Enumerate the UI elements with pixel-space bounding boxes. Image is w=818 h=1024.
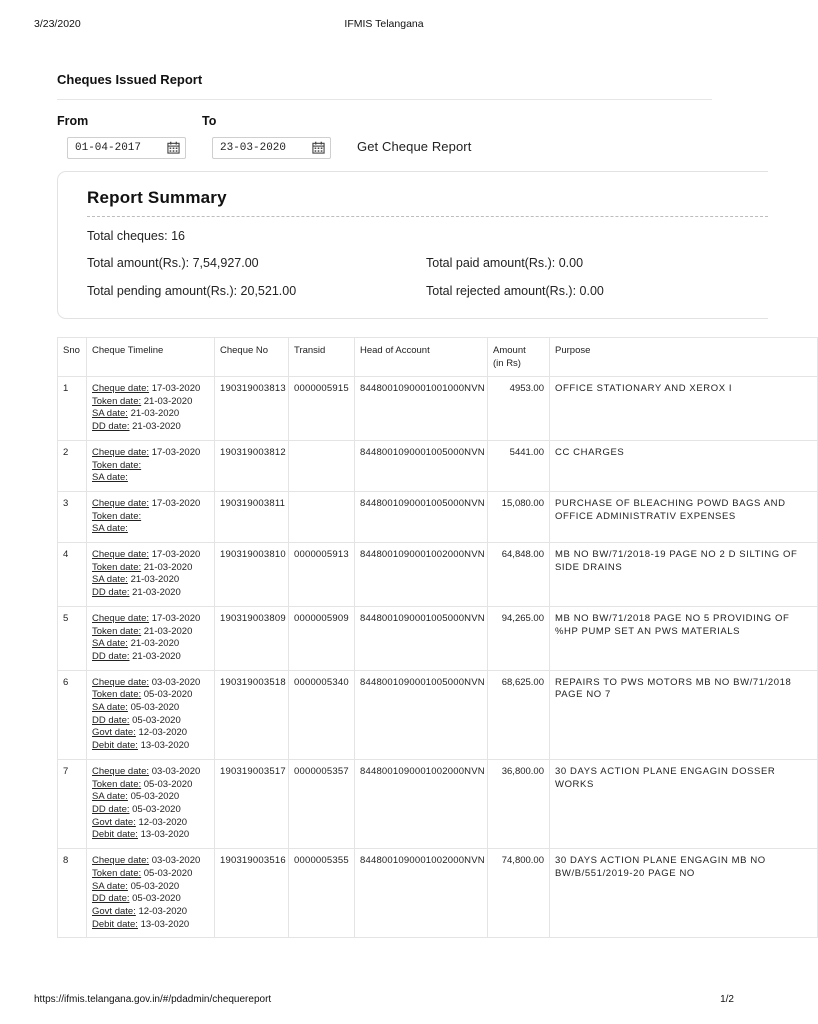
timeline-entry bbox=[92, 498, 209, 511]
timeline-value: 03-03-2020 bbox=[151, 855, 201, 867]
timeline-label: SA date: bbox=[92, 702, 128, 714]
cell-head-of-account: 8448001090001005000NVN bbox=[355, 606, 488, 670]
timeline-value: 17-03-2020 bbox=[151, 446, 201, 458]
timeline-value: 21-03-2020 bbox=[132, 587, 181, 599]
page-number: 1/2 bbox=[720, 994, 734, 1005]
cell-purpose: REPAIRS TO PWS MOTORS MB NO BW/71/2018 PAGE NO 7 bbox=[550, 670, 818, 759]
timeline-label: Cheque date: bbox=[92, 446, 150, 458]
timeline-value: 21-03-2020 bbox=[143, 561, 193, 573]
timeline-label: SA date: bbox=[92, 523, 128, 535]
cell-transid: 0000005909 bbox=[289, 606, 355, 670]
timeline-label: SA date: bbox=[92, 880, 128, 892]
timeline-label: Debit date: bbox=[92, 918, 138, 930]
cell-head-of-account: 8448001090001002000NVN bbox=[355, 543, 488, 607]
cell-sno: 8 bbox=[58, 849, 87, 938]
cell-head-of-account: 8448001090001001000NVN bbox=[355, 377, 488, 441]
timeline-value: 21-03-2020 bbox=[130, 638, 180, 650]
timeline-entry bbox=[92, 460, 209, 473]
cell-cheque-timeline bbox=[87, 377, 215, 441]
timeline-label: Cheque date: bbox=[92, 612, 150, 624]
timeline-label: Cheque date: bbox=[92, 855, 150, 867]
timeline-entry bbox=[92, 906, 209, 919]
cell-cheque-timeline bbox=[87, 491, 215, 542]
timeline-value: 05-03-2020 bbox=[132, 714, 181, 726]
total-rejected-amount: Total rejected amount(Rs.): 0.00 bbox=[426, 284, 604, 298]
cell-sno: 6 bbox=[58, 670, 87, 759]
to-date-value: 23-03-2020 bbox=[220, 142, 287, 154]
cell-transid: 0000005355 bbox=[289, 849, 355, 938]
timeline-label: Cheque date: bbox=[92, 765, 150, 777]
header-purpose: Purpose bbox=[550, 338, 818, 377]
header-sno: Sno bbox=[58, 338, 87, 377]
timeline-entry bbox=[92, 779, 209, 792]
cell-purpose: CC CHARGES bbox=[550, 440, 818, 491]
timeline-label: Token date: bbox=[92, 625, 142, 637]
timeline-label: DD date: bbox=[92, 803, 130, 815]
timeline-entry bbox=[92, 613, 209, 626]
timeline-label: DD date: bbox=[92, 421, 130, 433]
timeline-value: 05-03-2020 bbox=[130, 702, 180, 714]
table-header-row bbox=[58, 338, 818, 377]
timeline-label: Debit date: bbox=[92, 740, 138, 752]
cell-transid bbox=[289, 491, 355, 542]
cell-sno: 5 bbox=[58, 606, 87, 670]
print-date: 3/23/2020 bbox=[34, 18, 81, 30]
timeline-value: 17-03-2020 bbox=[151, 549, 201, 561]
cell-amount: 5441.00 bbox=[488, 440, 550, 491]
timeline-entry bbox=[92, 727, 209, 740]
to-label: To bbox=[202, 114, 217, 128]
table-row bbox=[58, 543, 818, 607]
timeline-entry bbox=[92, 791, 209, 804]
cell-transid: 0000005915 bbox=[289, 377, 355, 441]
timeline-value: 21-03-2020 bbox=[143, 395, 193, 407]
timeline-entry bbox=[92, 447, 209, 460]
timeline-label: SA date: bbox=[92, 791, 128, 803]
timeline-value: 17-03-2020 bbox=[151, 383, 201, 394]
timeline-label: Token date: bbox=[92, 561, 142, 573]
timeline-entry bbox=[92, 472, 209, 485]
cell-cheque-no: 190319003517 bbox=[215, 759, 289, 848]
cell-cheque-no: 190319003810 bbox=[215, 543, 289, 607]
cell-purpose: PURCHASE OF BLEACHING POWD BAGS AND OFFICE ADMINISTRATIV EXPENSES bbox=[550, 491, 818, 542]
total-pending-amount: Total pending amount(Rs.): 20,521.00 bbox=[87, 284, 297, 298]
cell-cheque-no: 190319003516 bbox=[215, 849, 289, 938]
timeline-entry bbox=[92, 829, 209, 842]
cell-transid: 0000005340 bbox=[289, 670, 355, 759]
cell-purpose: OFFICE STATIONARY AND XEROX I bbox=[550, 377, 818, 441]
timeline-label: SA date: bbox=[92, 472, 128, 484]
cell-sno: 4 bbox=[58, 543, 87, 607]
timeline-entry bbox=[92, 638, 209, 651]
timeline-value: 05-03-2020 bbox=[143, 689, 193, 701]
timeline-label: Cheque date: bbox=[92, 497, 150, 509]
table-row bbox=[58, 377, 818, 441]
timeline-value: 13-03-2020 bbox=[140, 740, 190, 752]
cell-cheque-no: 190319003809 bbox=[215, 606, 289, 670]
cell-amount: 36,800.00 bbox=[488, 759, 550, 848]
total-cheques: Total cheques: 16 bbox=[87, 229, 185, 243]
table-row bbox=[58, 440, 818, 491]
timeline-value: 21-03-2020 bbox=[130, 408, 180, 420]
cell-head-of-account: 8448001090001002000NVN bbox=[355, 759, 488, 848]
cell-sno: 2 bbox=[58, 440, 87, 491]
timeline-label: DD date: bbox=[92, 650, 130, 662]
timeline-value: 12-03-2020 bbox=[138, 816, 188, 828]
timeline-label: Cheque date: bbox=[92, 383, 150, 394]
timeline-entry bbox=[92, 396, 209, 409]
cell-purpose: 30 DAYS ACTION PLANE ENGAGIN MB NO BW/B/551/2019-20 PAGE NO bbox=[550, 849, 818, 938]
timeline-label: Govt date: bbox=[92, 816, 136, 828]
timeline-entry bbox=[92, 740, 209, 753]
timeline-label: Govt date: bbox=[92, 727, 136, 739]
timeline-value: 05-03-2020 bbox=[130, 791, 180, 803]
cell-cheque-no: 190319003813 bbox=[215, 377, 289, 441]
cell-amount: 15,080.00 bbox=[488, 491, 550, 542]
timeline-label: Govt date: bbox=[92, 905, 136, 917]
cheques-table bbox=[57, 337, 818, 938]
page-title: Cheques Issued Report bbox=[57, 72, 203, 87]
timeline-entry bbox=[92, 804, 209, 817]
get-cheque-report-button[interactable]: Get Cheque Report bbox=[357, 139, 472, 154]
timeline-value: 12-03-2020 bbox=[138, 905, 188, 917]
timeline-value: 21-03-2020 bbox=[132, 650, 181, 662]
cell-cheque-timeline bbox=[87, 849, 215, 938]
timeline-entry bbox=[92, 766, 209, 779]
timeline-label: Token date: bbox=[92, 778, 142, 790]
cell-sno: 1 bbox=[58, 377, 87, 441]
header-amount: Amount (in Rs) bbox=[488, 338, 550, 377]
cell-transid: 0000005913 bbox=[289, 543, 355, 607]
header-transid: Transid bbox=[289, 338, 355, 377]
timeline-value: 12-03-2020 bbox=[138, 727, 188, 739]
timeline-label: Cheque date: bbox=[92, 549, 150, 561]
cell-amount: 4953.00 bbox=[488, 377, 550, 441]
timeline-label: Token date: bbox=[92, 867, 142, 879]
timeline-value: 21-03-2020 bbox=[130, 574, 180, 586]
timeline-entry bbox=[92, 817, 209, 830]
header-head-of-account: Head of Account bbox=[355, 338, 488, 377]
timeline-label: DD date: bbox=[92, 893, 130, 905]
cell-cheque-no: 190319003812 bbox=[215, 440, 289, 491]
cell-sno: 3 bbox=[58, 491, 87, 542]
timeline-entry bbox=[92, 881, 209, 894]
cell-sno: 7 bbox=[58, 759, 87, 848]
table-row bbox=[58, 849, 818, 938]
timeline-entry bbox=[92, 523, 209, 536]
table-row bbox=[58, 606, 818, 670]
cell-amount: 94,265.00 bbox=[488, 606, 550, 670]
timeline-entry bbox=[92, 919, 209, 932]
timeline-value: 03-03-2020 bbox=[151, 765, 201, 777]
timeline-value: 21-03-2020 bbox=[132, 421, 181, 433]
cell-amount: 68,625.00 bbox=[488, 670, 550, 759]
timeline-label: Token date: bbox=[92, 459, 142, 471]
cell-transid: 0000005357 bbox=[289, 759, 355, 848]
cell-cheque-timeline bbox=[87, 759, 215, 848]
cell-head-of-account: 8448001090001005000NVN bbox=[355, 670, 488, 759]
cell-purpose: MB NO BW/71/2018 PAGE NO 5 PROVIDING OF %HP PUMP SET AN PWS MATERIALS bbox=[550, 606, 818, 670]
timeline-label: Cheque date: bbox=[92, 676, 150, 688]
print-site-title: IFMIS Telangana bbox=[344, 18, 424, 30]
page-url: https://ifmis.telangana.gov.in/#/pdadmin/chequereport bbox=[34, 994, 272, 1005]
timeline-entry bbox=[92, 715, 209, 728]
header-cheque-no: Cheque No bbox=[215, 338, 289, 377]
table-body bbox=[58, 377, 818, 938]
timeline-label: DD date: bbox=[92, 714, 130, 726]
cell-purpose: 30 DAYS ACTION PLANE ENGAGIN DOSSER WORKS bbox=[550, 759, 818, 848]
cell-cheque-timeline bbox=[87, 606, 215, 670]
timeline-value: 13-03-2020 bbox=[140, 918, 190, 930]
cell-head-of-account: 8448001090001002000NVN bbox=[355, 849, 488, 938]
cell-cheque-timeline bbox=[87, 440, 215, 491]
from-date-value: 01-04-2017 bbox=[75, 142, 142, 154]
timeline-entry bbox=[92, 689, 209, 702]
cell-transid bbox=[289, 440, 355, 491]
timeline-label: Token date: bbox=[92, 689, 142, 701]
cell-cheque-no: 190319003811 bbox=[215, 491, 289, 542]
timeline-label: SA date: bbox=[92, 408, 128, 420]
timeline-label: DD date: bbox=[92, 587, 130, 599]
table-row bbox=[58, 491, 818, 542]
timeline-value: 17-03-2020 bbox=[151, 497, 201, 509]
timeline-entry bbox=[92, 868, 209, 881]
timeline-entry bbox=[92, 421, 209, 434]
total-paid-amount: Total paid amount(Rs.): 0.00 bbox=[426, 256, 584, 270]
timeline-entry bbox=[92, 702, 209, 715]
timeline-entry bbox=[92, 677, 209, 690]
table-row bbox=[58, 670, 818, 759]
summary-title: Report Summary bbox=[87, 188, 227, 207]
timeline-entry bbox=[92, 511, 209, 524]
timeline-value: 05-03-2020 bbox=[130, 880, 180, 892]
timeline-entry bbox=[92, 893, 209, 906]
cell-cheque-timeline bbox=[87, 670, 215, 759]
timeline-entry bbox=[92, 574, 209, 587]
header-cheque-timeline: Cheque Timeline bbox=[87, 338, 215, 377]
timeline-label: Token date: bbox=[92, 510, 142, 522]
timeline-value: 05-03-2020 bbox=[132, 893, 181, 905]
timeline-value: 13-03-2020 bbox=[140, 829, 190, 841]
timeline-entry bbox=[92, 855, 209, 868]
timeline-value: 17-03-2020 bbox=[151, 612, 201, 624]
timeline-entry bbox=[92, 626, 209, 639]
timeline-label: SA date: bbox=[92, 574, 128, 586]
timeline-entry bbox=[92, 562, 209, 575]
timeline-entry bbox=[92, 408, 209, 421]
timeline-entry bbox=[92, 587, 209, 600]
timeline-value: 05-03-2020 bbox=[132, 803, 181, 815]
total-amount: Total amount(Rs.): 7,54,927.00 bbox=[87, 256, 259, 270]
cell-head-of-account: 8448001090001005000NVN bbox=[355, 491, 488, 542]
timeline-value: 05-03-2020 bbox=[143, 778, 193, 790]
timeline-entry bbox=[92, 651, 209, 664]
timeline-label: SA date: bbox=[92, 638, 128, 650]
timeline-value: 03-03-2020 bbox=[151, 676, 201, 688]
cell-cheque-no: 190319003518 bbox=[215, 670, 289, 759]
table-row bbox=[58, 759, 818, 848]
timeline-label: Debit date: bbox=[92, 829, 138, 841]
cell-head-of-account: 8448001090001005000NVN bbox=[355, 440, 488, 491]
cell-amount: 74,800.00 bbox=[488, 849, 550, 938]
cell-cheque-timeline bbox=[87, 543, 215, 607]
timeline-value: 21-03-2020 bbox=[143, 625, 193, 637]
timeline-value: 05-03-2020 bbox=[143, 867, 193, 879]
cell-amount: 64,848.00 bbox=[488, 543, 550, 607]
cell-purpose: MB NO BW/71/2018-19 PAGE NO 2 D SILTING OF SIDE DRAINS bbox=[550, 543, 818, 607]
timeline-label: Token date: bbox=[92, 395, 142, 407]
timeline-entry bbox=[92, 549, 209, 562]
from-label: From bbox=[57, 114, 89, 128]
timeline-entry bbox=[92, 383, 209, 396]
